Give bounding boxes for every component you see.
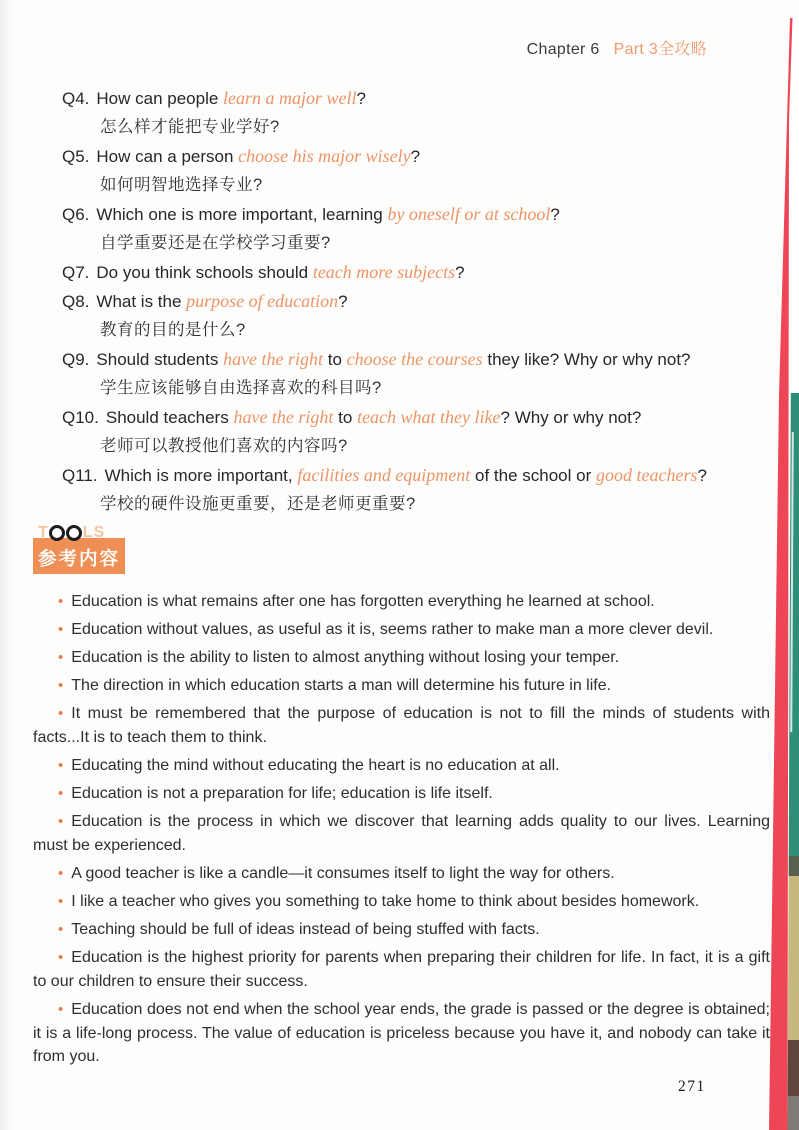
quote-text: Teaching should be full of ideas instead of being stuffed with facts. — [71, 921, 540, 939]
quote-item — [33, 782, 770, 806]
quote-item — [33, 646, 770, 670]
quote-item — [33, 590, 770, 614]
quote-text: Educating the mind without educating the heart is no education at all. — [71, 757, 560, 775]
question-label: Q11. — [62, 466, 98, 485]
question-label: Q8. — [62, 292, 90, 311]
question-english-line — [62, 84, 734, 113]
question-block — [62, 345, 734, 403]
question-english-line — [62, 461, 734, 490]
quote-item — [33, 702, 770, 749]
quote-item — [33, 890, 770, 914]
question-block — [62, 287, 734, 345]
question-chinese: 教育的目的是什么? — [100, 321, 246, 339]
question-label: Q4. — [62, 89, 90, 108]
question-block — [62, 403, 734, 461]
quote-text: Education is the ability to listen to almost anything without losing your temper. — [71, 649, 620, 667]
question-label: Q9. — [62, 350, 90, 369]
bullet-icon: • — [58, 813, 64, 831]
question-chinese: 学生应该能够自由选择喜欢的科目吗? — [100, 379, 382, 397]
bullet-icon: • — [58, 1000, 64, 1018]
question-english: How can a person choose his major wisely? — [96, 146, 421, 166]
bullet-icon: • — [58, 705, 64, 723]
question-chinese: 怎么样才能把专业学好? — [100, 118, 280, 136]
question-english: Should teachers have the right to teach what they like? Why or why not? — [105, 407, 642, 427]
quote-text: I like a teacher who gives you something to take home to think about besides homework. — [71, 893, 700, 911]
part-title: Part 3全攻略 — [613, 41, 707, 58]
question-english-line — [62, 258, 734, 287]
reference-badge: 参考内容 — [33, 538, 125, 574]
tools-o-ring-icon — [66, 525, 82, 541]
question-chinese: 自学重要还是在学校学习重要? — [100, 234, 331, 252]
question-block — [62, 200, 734, 258]
bullet-icon: • — [58, 921, 64, 939]
question-block — [62, 258, 734, 287]
quote-item — [33, 674, 770, 698]
bullet-icon: • — [58, 621, 64, 639]
quote-item — [33, 810, 770, 857]
quote-text: Education is the process in which we discover that learning adds quality to our lives. Learning must be experienced. — [33, 813, 770, 854]
question-english-line — [62, 287, 734, 316]
question-english: Should students have the right to choose the courses they like? Why or why not? — [96, 349, 691, 369]
bullet-icon: • — [58, 649, 64, 667]
question-english-line — [62, 403, 734, 432]
bullet-icon: • — [58, 949, 64, 967]
page-gutter-shade — [0, 0, 14, 1130]
question-chinese: 学校的硬件设施更重要，还是老师更重要? — [100, 495, 416, 513]
question-label: Q7. — [62, 263, 90, 282]
question-chinese: 如何明智地选择专业? — [100, 176, 263, 194]
quote-item — [33, 946, 770, 993]
question-label: Q10. — [62, 408, 99, 427]
quote-text: Education does not end when the school year ends, the grade is passed or the degree is obtained; it is a life-long process. The value of education is priceless because you have it, and nobody can take it from you. — [33, 1000, 770, 1066]
quote-item — [33, 862, 770, 886]
bullet-icon: • — [58, 593, 64, 610]
question-label: Q5. — [62, 147, 90, 166]
bullet-icon: • — [58, 785, 64, 803]
question-label: Q6. — [62, 205, 90, 224]
tools-logo: T L S — [38, 524, 106, 541]
question-block — [62, 461, 734, 519]
quote-text: Education is not a preparation for life; education is life itself. — [71, 785, 493, 803]
quote-text: Education is the highest priority for parents when preparing their children for life. In fact, it is a gift to our children to ensure their success. — [33, 949, 770, 990]
bullet-icon: • — [58, 757, 64, 775]
quote-text: A good teacher is like a candle—it consumes itself to light the way for others. — [71, 864, 615, 882]
question-block — [62, 84, 734, 142]
quote-item — [33, 918, 770, 942]
question-english: Which is more important, facilities and equipment of the school or good teachers? — [104, 465, 707, 485]
quote-item — [33, 998, 770, 1069]
tools-o-ring-icon — [49, 525, 65, 541]
question-english: How can people learn a major well? — [96, 88, 367, 108]
quote-item — [33, 754, 770, 778]
quote-text: It must be remembered that the purpose of education is not to fill the minds of students with facts...It is to teach them to think. — [33, 705, 770, 746]
question-chinese: 老师可以教授他们喜欢的内容吗? — [100, 437, 348, 455]
bullet-icon: • — [58, 893, 64, 911]
page-number: 271 — [678, 1078, 706, 1095]
question-english-line — [62, 200, 734, 229]
quote-text: Education without values, as useful as it is, seems rather to make man a more clever devil. — [71, 621, 714, 639]
chapter-title: Chapter 6 — [526, 41, 600, 58]
quote-text: The direction in which education starts a man will determine his future in life. — [71, 677, 612, 695]
bullet-icon: • — [58, 864, 64, 882]
reference-section-badge — [33, 523, 153, 574]
question-block — [62, 142, 734, 200]
question-list — [62, 84, 734, 519]
quote-item — [33, 618, 770, 642]
question-english-line — [62, 142, 734, 171]
quote-list — [33, 590, 770, 1073]
question-english: Which one is more important, learning by oneself or at school? — [96, 204, 560, 224]
question-english: Do you think schools should teach more subjects? — [96, 262, 465, 282]
page-header — [527, 36, 707, 59]
quote-text: Education is what remains after one has forgotten everything he learned at school. — [71, 593, 655, 610]
bullet-icon: • — [58, 677, 64, 695]
question-english: What is the purpose of education? — [96, 291, 348, 311]
question-english-line — [62, 345, 734, 374]
